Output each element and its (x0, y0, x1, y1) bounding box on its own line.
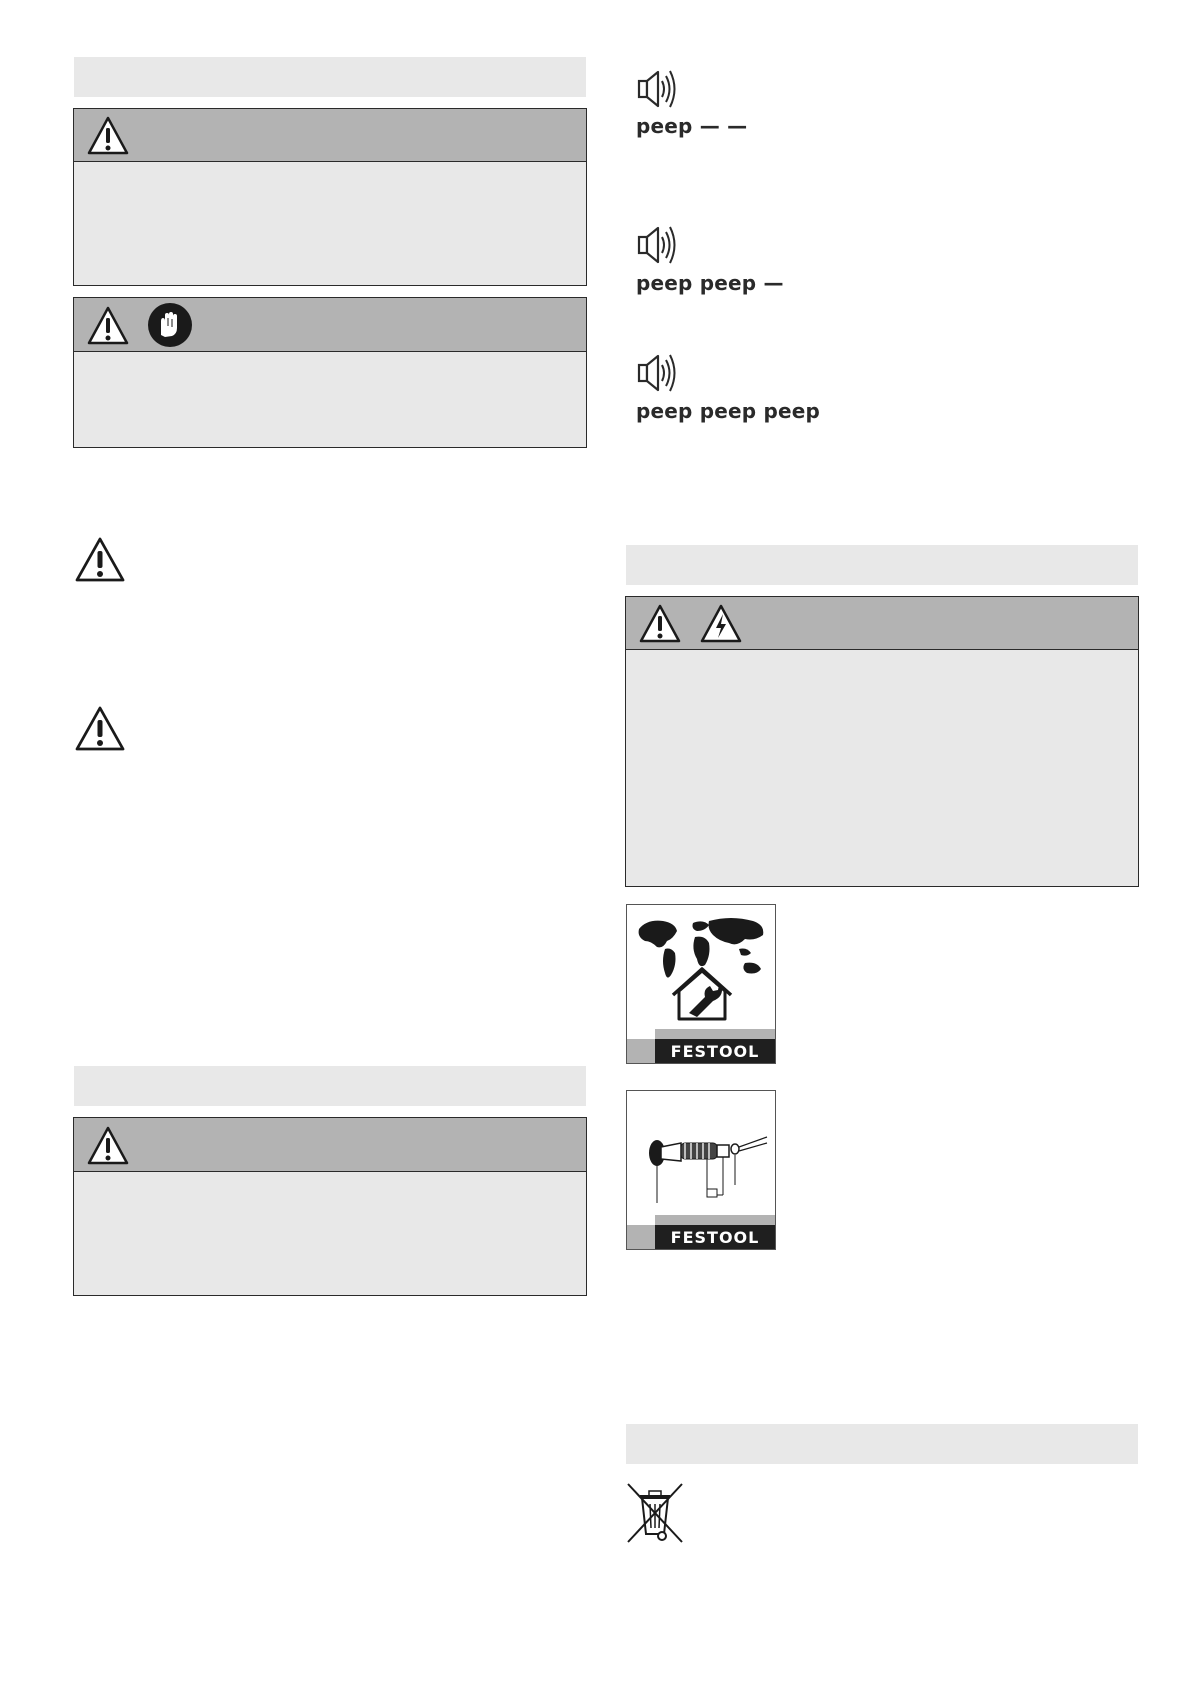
warning-icon (74, 705, 126, 753)
world-service-icon (633, 911, 771, 1023)
brand-logo: FESTOOL (655, 1225, 775, 1249)
electric-warning-box-header (626, 597, 1138, 650)
brand-logo: FESTOOL (655, 1039, 775, 1063)
warning-box-2 (73, 297, 587, 448)
tile-grey-corner (627, 1225, 655, 1249)
speaker-icon (636, 66, 680, 112)
speaker-icon (636, 350, 680, 396)
service-tile (626, 904, 776, 1064)
tile-grey-strip (655, 1029, 775, 1039)
sound-label-3: peep peep peep (636, 399, 821, 423)
electric-hazard-icon (699, 603, 743, 645)
warning-box-1 (73, 108, 587, 286)
weee-bin-icon (624, 1480, 686, 1546)
tile-grey-strip (655, 1215, 775, 1225)
gloves-icon (146, 301, 194, 349)
speaker-icon (636, 222, 680, 268)
warning-icon (86, 305, 130, 347)
warning-box-3 (73, 1117, 587, 1296)
section-band-right-1 (626, 545, 1138, 585)
warning-icon (86, 1125, 130, 1167)
section-band-left-2 (74, 1066, 586, 1106)
warning-icon (86, 115, 130, 157)
warning-icon (638, 603, 682, 645)
tile-grey-corner (627, 1039, 655, 1063)
sound-label-1: peep — — (636, 114, 748, 138)
electric-warning-box (625, 596, 1139, 887)
warning-box-2-header (74, 298, 586, 352)
parts-tile (626, 1090, 776, 1250)
warning-icon (74, 536, 126, 584)
warning-box-3-header (74, 1118, 586, 1172)
sound-label-2: peep peep — (636, 271, 784, 295)
section-band-right-2 (626, 1424, 1138, 1464)
section-band-left-1 (74, 57, 586, 97)
screwdriver-parts-icon (631, 1109, 773, 1205)
warning-box-1-header (74, 109, 586, 162)
